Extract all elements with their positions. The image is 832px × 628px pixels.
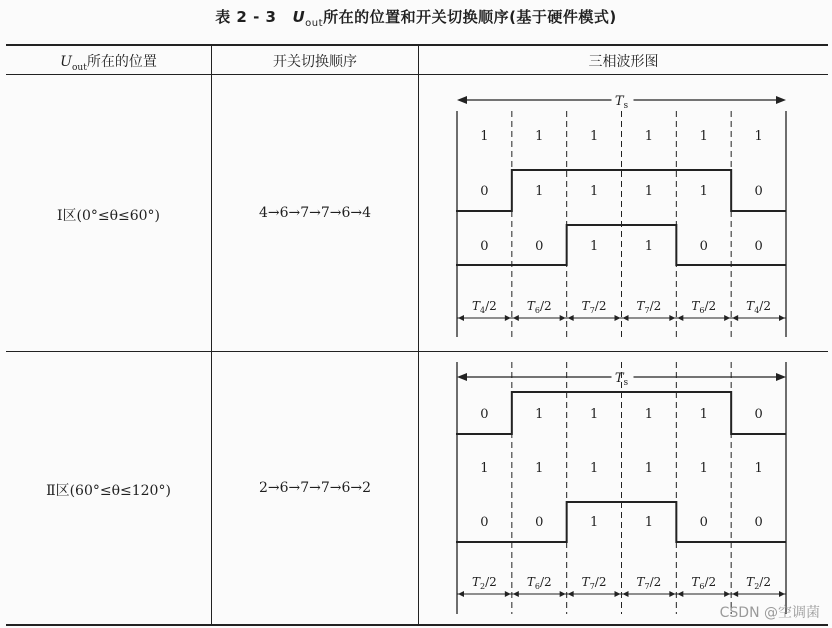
wave-2-phase-3-state-3: 1 [589,515,599,530]
wave-1-period-arrow-left [457,96,467,104]
wave-1-slot-4-arrow-right [669,315,675,321]
wave-2-slot-5-arrow-right [724,591,730,597]
wave-1-slot-5-arrow-left [677,315,683,321]
wave-2-slot-1-arrow-right [505,591,511,597]
wave-2-phase-1-state-5: 1 [699,407,708,422]
wave-2-phase-3-state-6: 0 [754,515,763,530]
wave-1-phase-2-state-3: 1 [589,184,599,199]
row-1-sequence: 4→6→7→7→6→4 [258,205,372,221]
wave-1-period-label: $T_s$ [614,94,629,111]
wave-2-period-arrow-right [776,373,786,381]
wave-1-phase-1-state-1: 1 [480,129,489,144]
wave-2-slot-6-arrow-right [779,591,785,597]
wave-2-phase-3-state-4: 1 [644,515,654,530]
wave-2-phase-1-state-2: 1 [535,407,544,422]
wave-1-slot-3-arrow-left [568,315,574,321]
watermark: CSDN @空调菌 [719,605,820,621]
table-bottom-rule [6,624,828,626]
wave-1-slot-2-arrow-left [513,315,519,321]
wave-1-phase-2-state-1: 0 [480,184,489,199]
wave-2-phase-1-state-4: 1 [644,407,654,422]
header-sequence: 开关切换顺序 [273,54,357,70]
wave-1-slot-4-arrow-left [623,315,629,321]
wave-2-slot-4-label: $T_7/2$ [636,575,662,591]
wave-1-slot-6-arrow-right [779,315,785,321]
wave-2-slot-3-arrow-left [568,591,574,597]
wave-1-phase-2-state-4: 1 [644,184,654,199]
wave-2-phase-2-state-5: 1 [699,461,708,476]
wave-1-phase-3-state-4: 1 [644,239,654,254]
wave-2-slot-3-arrow-right [615,591,621,597]
wave-1-slot-1-label: $T_4/2$ [472,299,497,315]
wave-2-slot-4-arrow-left [623,591,629,597]
wave-1-slot-2-label: $T_6/2$ [526,299,552,315]
wave-2-phase-2-state-1: 1 [480,461,489,476]
wave-2-phase-2-state-2: 1 [535,461,544,476]
wave-1-phase-1-state-2: 1 [535,129,544,144]
wave-2-slot-2-label: $T_6/2$ [526,575,552,591]
wave-2-slot-1-arrow-left [458,591,464,597]
row-2-sector: Ⅱ区(60°≤θ≤120°) [46,483,171,499]
wave-1-slot-2-arrow-right [560,315,566,321]
wave-2-phase-1-state-1: 0 [480,407,489,422]
wave-2-phase-3-state-2: 0 [535,515,544,530]
wave-1-phase-3-state-1: 0 [480,239,489,254]
row-1-waveform [419,75,828,351]
wave-1-slot-3-label: $T_7/2$ [581,299,607,315]
wave-1-slot-5-label: $T_6/2$ [691,299,717,315]
wave-1-phase-1-state-5: 1 [699,129,708,144]
caption-sub: out [305,18,324,29]
wave-2-slot-2-arrow-right [560,591,566,597]
row-2-sequence: 2→6→7→7→6→2 [258,480,372,496]
wave-2-phase-3-state-1: 0 [480,515,489,530]
wave-2-slot-1-label: $T_2/2$ [472,575,497,591]
wave-1-phase-2-state-2: 1 [535,184,544,199]
header-position-var: U [60,54,72,70]
wave-1-phase-2-state-5: 1 [699,184,708,199]
table-top-rule [6,44,828,46]
wave-2-slot-6-arrow-left [732,591,738,597]
caption-var: U [292,8,306,26]
wave-1-slot-5-arrow-right [724,315,730,321]
wave-2-period-label: $T_s$ [614,371,629,388]
wave-2-slot-2-arrow-left [513,591,519,597]
wave-1-phase-2-state-6: 0 [754,184,763,199]
wave-2-slot-4-arrow-right [669,591,675,597]
wave-2-phase-2-state-4: 1 [644,461,654,476]
wave-1-phase-3-state-5: 0 [699,239,708,254]
wave-2-phase-2-state-3: 1 [589,461,599,476]
wave-1-phase-3-state-2: 0 [535,239,544,254]
wave-1-slot-4-label: $T_7/2$ [636,299,662,315]
wave-1-slot-1-arrow-left [458,315,464,321]
wave-2-period-arrow-left [457,373,467,381]
wave-1-phase-1-state-4: 1 [644,129,654,144]
table-caption [0,6,832,29]
caption-rest: 所在的位置和开关切换顺序(基于硬件模式) [323,8,617,26]
wave-1-slot-6-arrow-left [732,315,738,321]
wave-2-slot-5-arrow-left [677,591,683,597]
wave-1-phase-3-state-3: 1 [589,239,599,254]
wave-1-phase-1-state-6: 1 [754,129,763,144]
caption-number: 表 2 - 3 [215,8,277,26]
wave-1-period-arrow-right [776,96,786,104]
wave-2-phase-1-state-3: 1 [589,407,599,422]
wave-2-slot-6-label: $T_2/2$ [746,575,771,591]
wave-2-phase-2-state-6: 1 [754,461,763,476]
wave-2-slot-5-label: $T_6/2$ [691,575,717,591]
wave-1-slot-3-arrow-right [615,315,621,321]
row-2-waveform [419,352,828,624]
wave-1-slot-6-label: $T_4/2$ [746,299,771,315]
row-1-sector: Ⅰ区(0°≤θ≤60°) [56,208,161,224]
wave-1-phase-3-state-6: 0 [754,239,763,254]
header-position-rest: 所在的位置 [86,54,157,70]
wave-2-slot-3-label: $T_7/2$ [581,575,607,591]
wave-1-phase-1-state-3: 1 [589,129,599,144]
wave-2-phase-1-state-6: 0 [754,407,763,422]
header-position-sub: out [71,62,87,73]
table-column-divider-1 [211,44,212,626]
header-waveform: 三相波形图 [588,54,659,70]
wave-2-phase-3-state-5: 0 [699,515,708,530]
header-position [6,51,211,73]
wave-1-slot-1-arrow-right [505,315,511,321]
